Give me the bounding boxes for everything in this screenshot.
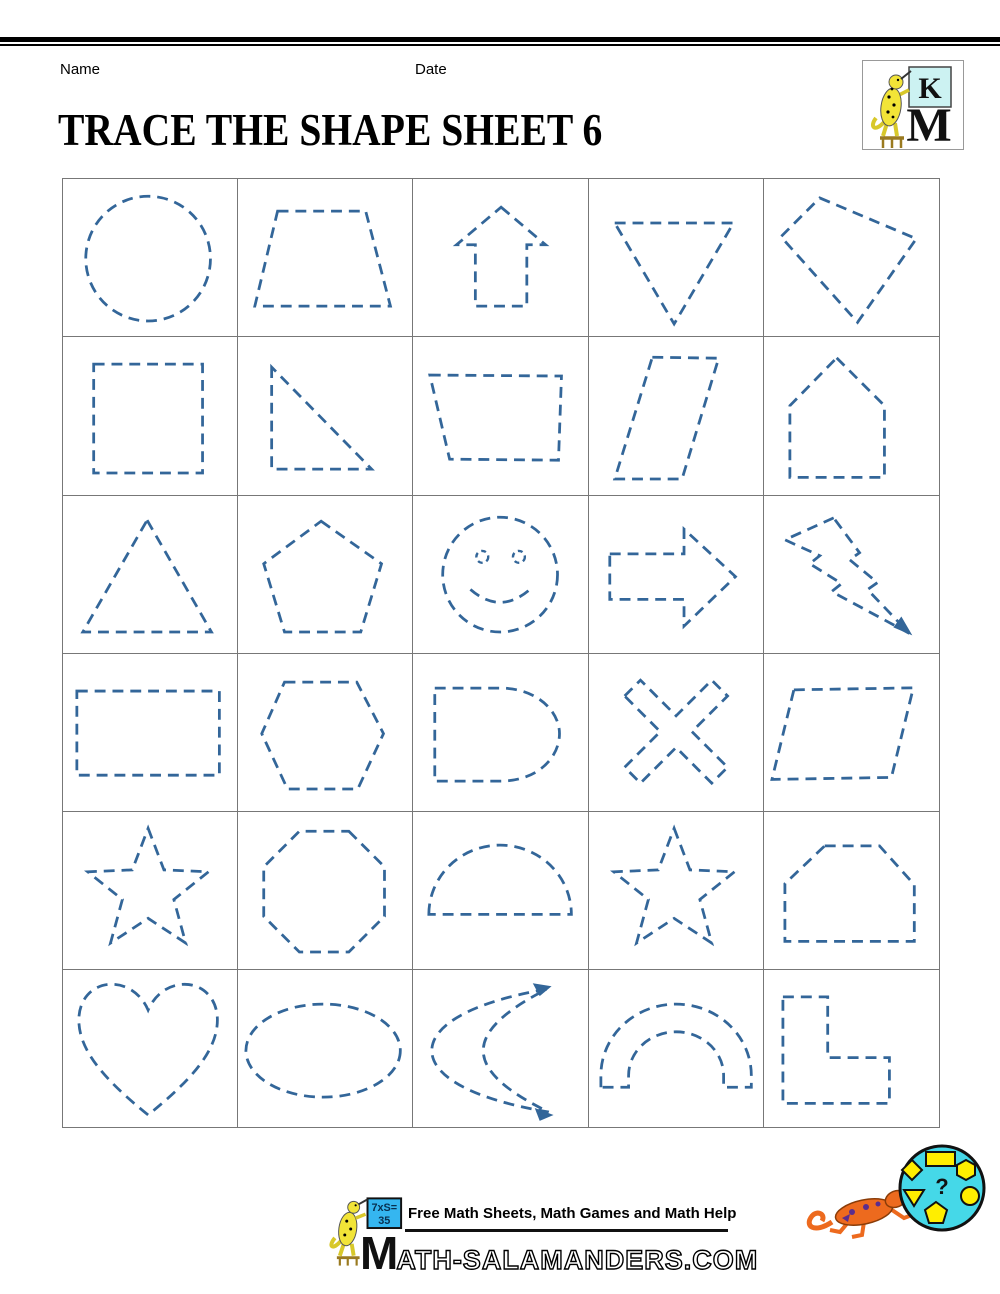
oval-shape	[238, 970, 412, 1127]
crescent-shape	[413, 970, 587, 1127]
shape-cell-house-pentagon	[764, 337, 939, 495]
shape-cell-trapezoid	[238, 179, 413, 337]
shape-cell-square	[63, 337, 238, 495]
octagon-shape	[238, 812, 412, 969]
triangle-shape	[63, 496, 237, 653]
shape-cell-arrow-right	[589, 496, 764, 654]
shape-cell-kite	[764, 179, 939, 337]
shape-cell-l-shape	[764, 970, 939, 1127]
cross-x-shape	[589, 654, 763, 811]
parallelogram-steep-shape	[589, 337, 763, 494]
arrow-up-shape	[413, 179, 587, 336]
top-rule-thick	[0, 37, 1000, 42]
shape-cell-dome	[764, 812, 939, 970]
shape-cell-rectangle	[63, 654, 238, 812]
trapezoid-shape	[238, 179, 412, 336]
site-name: ATH-SALAMANDERS.COM	[396, 1245, 759, 1275]
shapes-ball-graphic	[802, 1136, 994, 1250]
salamander-icon	[873, 71, 911, 136]
pentagon-shape	[238, 496, 412, 653]
kite-shape	[764, 179, 939, 336]
board-line2: 35	[378, 1215, 391, 1228]
shape-cell-octagon	[238, 812, 413, 970]
shape-cell-star-2	[589, 812, 764, 970]
circle-shape	[63, 179, 237, 336]
rectangle-shape	[63, 654, 237, 811]
name-label: Name	[60, 61, 101, 78]
shape-cell-d-shape	[413, 654, 588, 812]
shape-cell-star	[63, 812, 238, 970]
shape-cell-cross-x	[589, 654, 764, 812]
shape-cell-hexagon	[238, 654, 413, 812]
shape-cell-rainbow-arch	[589, 970, 764, 1127]
dome-shape	[764, 812, 939, 969]
l-shape-shape	[764, 970, 939, 1127]
rainbow-arch-shape	[589, 970, 763, 1127]
top-rule-thin	[0, 44, 1000, 46]
wide-trapezoid-shape	[413, 337, 587, 494]
smiley-face-shape	[413, 496, 587, 653]
parallelogram-shape	[764, 654, 939, 811]
shape-cell-pentagon	[238, 496, 413, 654]
shape-cell-parallelogram	[764, 654, 939, 812]
square-shape	[63, 337, 237, 494]
m-letter: M	[906, 99, 952, 149]
shape-cell-arrow-up	[413, 179, 588, 337]
corner-logo	[862, 60, 964, 150]
semicircle-shape	[413, 812, 587, 969]
site-name-row	[360, 1226, 758, 1280]
shape-cell-heart	[63, 970, 238, 1127]
date-label: Date	[415, 61, 447, 78]
shape-cell-parallelogram-steep	[589, 337, 764, 495]
shape-cell-right-triangle	[238, 337, 413, 495]
shape-grid	[62, 178, 940, 1128]
shapes-ball-icon-circle	[900, 1146, 984, 1230]
stool-icon	[880, 138, 904, 148]
page-title: TRACE THE SHAPE SHEET 6	[58, 105, 603, 155]
corner-logo-icon	[863, 61, 963, 149]
shape-cell-wide-trapezoid	[413, 337, 588, 495]
top-double-rule	[0, 37, 1000, 46]
board-line1: 7xS=	[371, 1202, 398, 1215]
hexagon-shape	[238, 654, 412, 811]
shape-cell-triangle	[63, 496, 238, 654]
star-shape	[589, 812, 763, 969]
shape-cell-crescent	[413, 970, 588, 1127]
right-triangle-shape	[238, 337, 412, 494]
shape-cell-lightning-bolt	[764, 496, 939, 654]
footer-tagline: Free Math Sheets, Math Games and Math Help	[408, 1205, 737, 1222]
salamander-ball-icon	[802, 1136, 994, 1250]
house-pentagon-shape	[764, 337, 939, 494]
site-m-letter: M	[360, 1227, 397, 1279]
arrow-right-shape	[589, 496, 763, 653]
shape-cell-oval	[238, 970, 413, 1127]
k-letter: K	[918, 72, 942, 105]
lightning-bolt-shape	[764, 496, 939, 653]
shape-cell-triangle-down	[589, 179, 764, 337]
star-shape	[63, 812, 237, 969]
triangle-down-shape	[589, 179, 763, 336]
shape-cell-semicircle	[413, 812, 588, 970]
shape-cell-circle	[63, 179, 238, 337]
d-shape-shape	[413, 654, 587, 811]
ball-question-mark: ?	[935, 1174, 949, 1199]
shape-cell-smiley-face	[413, 496, 588, 654]
heart-shape	[63, 970, 237, 1127]
